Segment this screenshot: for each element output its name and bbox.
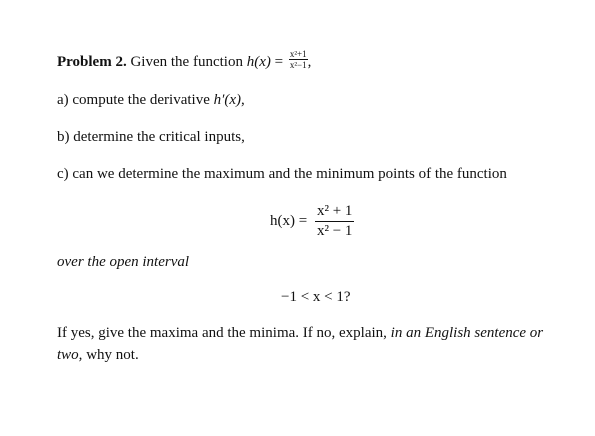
function-name: h(x) [246, 53, 271, 70]
problem-label: Problem 2. [57, 53, 127, 70]
display-equals: = [298, 212, 308, 229]
interval-expression: −1 < x < 1? [281, 289, 351, 305]
display-equation [270, 203, 354, 240]
inline-fraction [289, 49, 308, 70]
display-denominator: x² − 1 [316, 223, 353, 239]
display-lhs: h(x) [270, 212, 295, 229]
item-c [57, 166, 507, 183]
closing-part1: If yes, give the maxima and the minima. If no, explain, [57, 325, 387, 341]
item-a [57, 92, 245, 109]
display-fraction [315, 203, 354, 240]
closing-italic: in an English sentence or two, [57, 325, 544, 363]
inline-denominator: x²−1 [289, 60, 307, 70]
item-a-text: a) compute the derivative [57, 92, 210, 108]
item-c-text: c) can we determine the maximum and the minimum points of the function [57, 166, 507, 182]
problem-statement [57, 49, 312, 73]
item-b-text: b) determine the critical inputs, [57, 129, 245, 145]
problem-intro: Given the function [130, 53, 243, 70]
inline-numerator: x²+1 [289, 49, 307, 59]
item-a-trail: , [241, 92, 245, 108]
display-numerator: x² + 1 [315, 203, 354, 222]
derivative-expression: h′(x) [213, 92, 242, 108]
closing-part2: why not. [86, 347, 139, 363]
over-interval-text: over the open interval [57, 254, 190, 270]
item-b [57, 129, 245, 146]
equals-sign: = [274, 53, 284, 70]
inline-trailing-comma: , [307, 53, 312, 70]
closing-paragraph [57, 322, 562, 366]
